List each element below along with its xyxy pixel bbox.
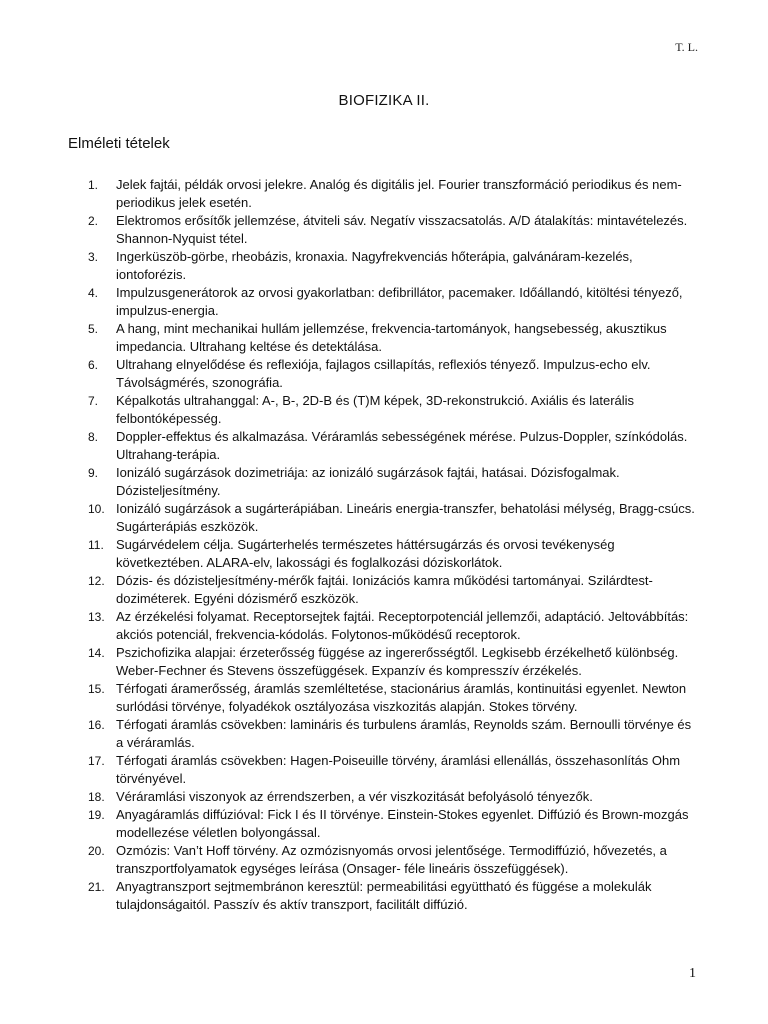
list-item-text: Anyagtranszport sejtmembránon keresztül: permeabilitási együttható és függése a molekulák tulajdonságaitól. Passzív és aktív transzport, facilitált diffúzió. <box>116 879 652 912</box>
list-item-number: 10. <box>88 502 105 516</box>
list-item-text: Elektromos erősítők jellemzése, átviteli sáv. Negatív visszacsatolás. A/D átalakítás: mintavételezés. Shannon-Nyquist tétel. <box>116 213 688 246</box>
list-item-number: 3. <box>88 250 99 264</box>
list-item-number: 6. <box>88 358 99 372</box>
list-item-number: 5. <box>88 322 99 336</box>
list-item <box>88 392 700 428</box>
list-item <box>88 284 700 320</box>
list-item <box>88 500 700 536</box>
list-item-number: 12. <box>88 574 105 588</box>
page-number: 1 <box>689 966 696 981</box>
list-item <box>88 878 700 914</box>
list-item-number: 4. <box>88 286 99 300</box>
list-item-text: Az érzékelési folyamat. Receptorsejtek fajtái. Receptorpotenciál jellemzői, adaptáció. Jeltovábbítás: akciós potenciál, frekvencia-kódolás. Folytonos-működésű receptorok. <box>116 609 689 642</box>
list-item-text: Ozmózis: Van’t Hoff törvény. Az ozmózisnyomás orvosi jelentősége. Termodiffúzió, hővezetés, a transzportfolyamatok egységes leírása (Onsager- féle lineáris összefüggések). <box>116 843 667 876</box>
list-item <box>88 572 700 608</box>
list-item-number: 2. <box>88 214 99 228</box>
list-item <box>88 248 700 284</box>
list-item <box>88 464 700 500</box>
list-item <box>88 356 700 392</box>
list-item-number: 14. <box>88 646 105 660</box>
list-item-text: Térfogati áramlás csövekben: lamináris és turbulens áramlás, Reynolds szám. Bernoulli törvénye és a véráramlás. <box>116 717 692 750</box>
list-item <box>88 716 700 752</box>
list-item <box>88 806 700 842</box>
list-item-text: Ingerküszöb-görbe, rheobázis, kronaxia. Nagyfrekvenciás hőterápia, galvánáram-kezelés, iontoforézis. <box>116 249 633 282</box>
list-item-text: Képalkotás ultrahanggal: A-, B-, 2D-B és (T)M képek, 3D-rekonstrukció. Axiális és laterális felbontóképesség. <box>116 393 635 426</box>
list-item-number: 9. <box>88 466 99 480</box>
list-item-text: A hang, mint mechanikai hullám jellemzése, frekvencia-tartományok, hangsebesség, akusztikus impedancia. Ultrahang keltése és detektálása. <box>116 321 667 354</box>
list-item-text: Impulzusgenerátorok az orvosi gyakorlatban: defibrillátor, pacemaker. Időállandó, kitöltési tényező, impulzus-energia. <box>116 285 683 318</box>
list-item-text: Doppler-effektus és alkalmazása. Véráramlás sebességének mérése. Pulzus-Doppler, színkódolás. Ultrahang-terápia. <box>116 429 688 462</box>
list-item-number: 19. <box>88 808 105 822</box>
list-item-text: Ultrahang elnyelődése és reflexiója, fajlagos csillapítás, reflexiós tényező. Impulzus-echo elv. Távolságmérés, szonográfia. <box>116 357 651 390</box>
list-item-text: Térfogati áramerősség, áramlás szemléltetése, stacionárius áramlás, kontinuitási egyenlet. Newton surlódási törvénye, folyadékok osztályozása viszkozitás alapján. Stokes törvény. <box>116 681 687 714</box>
list-item-number: 18. <box>88 790 105 804</box>
list-item <box>88 176 700 212</box>
list-item-number: 21. <box>88 880 105 894</box>
list-item-text: Véráramlási viszonyok az érrendszerben, a vér viszkozitását befolyásoló tényezők. <box>116 789 593 804</box>
list-item-text: Térfogati áramlás csövekben: Hagen-Poiseuille törvény, áramlási ellenállás, összehasonlítás Ohm törvényével. <box>116 753 681 786</box>
list-item <box>88 788 700 806</box>
list-item <box>88 680 700 716</box>
list-item <box>88 644 700 680</box>
list-item-text: Ionizáló sugárzások dozimetriája: az ionizáló sugárzások fajtái, hatásai. Dózisfogalmak. Dózisteljesítmény. <box>116 465 620 498</box>
list-item <box>88 320 700 356</box>
list-item-number: 8. <box>88 430 99 444</box>
list-item-number: 7. <box>88 394 99 408</box>
topic-list <box>88 176 700 914</box>
section-title: Elméleti tételek <box>68 135 170 152</box>
list-item-text: Jelek fajtái, példák orvosi jelekre. Analóg és digitális jel. Fourier transzformáció periodikus és nem-periodikus jelek esetén. <box>116 177 682 210</box>
list-item <box>88 428 700 464</box>
list-item-number: 13. <box>88 610 105 624</box>
list-item-text: Dózis- és dózisteljesítmény-mérők fajtái. Ionizációs kamra működési tartományai. Szilárdtest-doziméterek. Egyéni dózismérő eszközök. <box>116 573 653 606</box>
list-item <box>88 212 700 248</box>
list-item <box>88 752 700 788</box>
list-item-text: Ionizáló sugárzások a sugárterápiában. Lineáris energia-transzfer, behatolási mélység, Bragg-csúcs. Sugárterápiás eszközök. <box>116 501 695 534</box>
list-item-text: Sugárvédelem célja. Sugárterhelés természetes háttérsugárzás és orvosi tevékenység következtében. ALARA-elv, lakossági és foglalkozási dóziskorlátok. <box>116 537 615 570</box>
list-item <box>88 842 700 878</box>
page-title: BIOFIZIKA II. <box>338 92 430 109</box>
list-item-number: 16. <box>88 718 105 732</box>
list-item-number: 15. <box>88 682 105 696</box>
list-item-number: 11. <box>88 538 104 552</box>
list-item <box>88 608 700 644</box>
list-item-number: 1. <box>88 178 99 192</box>
header-initials: T. L. <box>675 40 698 54</box>
list-item-text: Pszichofizika alapjai: érzeterősség függése az ingererősségtől. Legkisebb érzékelhető különbség. Weber-Fechner és Stevens összefüggések. Expanzív és kompresszív érzékelés. <box>116 645 679 678</box>
list-item-number: 20. <box>88 844 105 858</box>
list-item-text: Anyagáramlás diffúzióval: Fick I és II törvénye. Einstein-Stokes egyenlet. Diffúzió és Brown-mozgás modellezése véletlen bolyongással. <box>116 807 689 840</box>
list-item <box>88 536 700 572</box>
list-item-number: 17. <box>88 754 105 768</box>
